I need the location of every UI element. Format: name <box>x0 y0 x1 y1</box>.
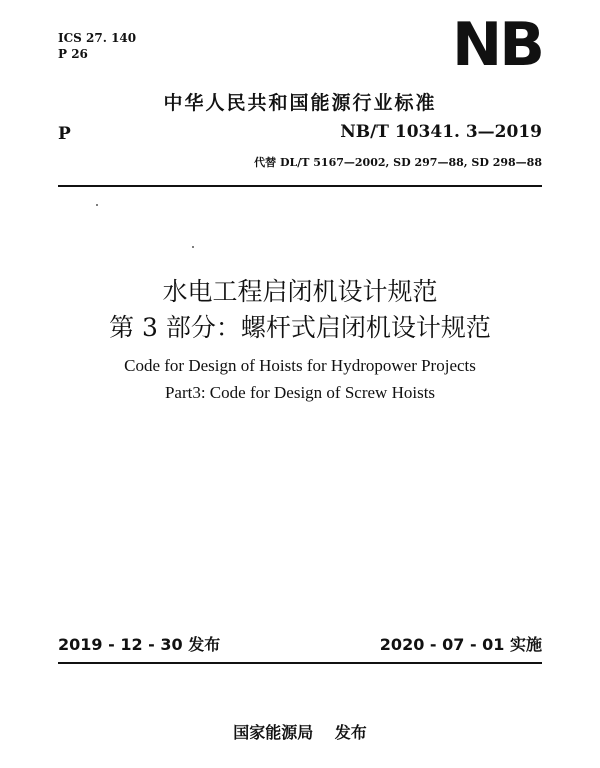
title-cn-line2: 第 3 部分：螺杆式启闭机设计规范 <box>109 313 491 342</box>
top-divider <box>58 185 542 187</box>
replaces-note: 代替 DL/T 5167—2002, SD 297—88, SD 298—88 <box>254 156 542 169</box>
implementation-date: 2020 - 07 - 01 实施 <box>379 635 542 654</box>
ics-code-block <box>58 30 136 62</box>
title-en-line2: Part3: Code for Design of Screw Hoists <box>164 383 436 402</box>
standard-number: NB/T 10341. 3—2019 <box>340 122 542 142</box>
standard-type-heading: 中华人民共和国能源行业标准 <box>163 92 437 114</box>
title-cn-line1: 水电工程启闭机设计规范 <box>162 277 438 306</box>
ccs-code: P 26 <box>58 47 88 61</box>
nb-logo: NB <box>452 10 542 80</box>
bottom-divider <box>58 662 542 664</box>
scan-speck <box>192 246 194 248</box>
title-en-line1: Code for Design of Hoists for Hydropower Projects <box>124 356 476 375</box>
issue-date: 2019 - 12 - 30 发布 <box>58 635 221 654</box>
publisher: 国家能源局 发布 <box>233 723 367 742</box>
classification-letter: P <box>58 124 71 144</box>
ics-code: ICS 27. 140 <box>58 31 137 45</box>
scan-speck <box>96 204 98 206</box>
